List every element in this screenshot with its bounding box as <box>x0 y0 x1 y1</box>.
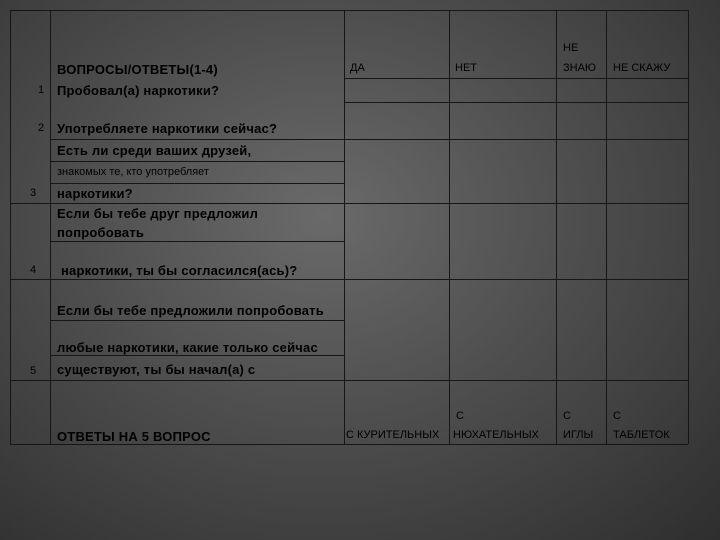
answers-5-label: ОТВЕТЫ НА 5 ВОПРОС <box>57 429 211 444</box>
question-column-divider <box>344 10 345 444</box>
row-5-number: 5 <box>30 365 37 377</box>
row-1-divider <box>344 102 688 103</box>
header-dont-know-line1: НЕ <box>563 42 579 54</box>
row-3-number: 3 <box>30 187 37 199</box>
answer-needles-line1: С <box>563 410 571 422</box>
header-wont-say: НЕ СКАЖУ <box>613 62 671 74</box>
row-4-question-line1: Если бы тебе друг предложил <box>57 206 259 221</box>
answer-pills-line2: ТАБЛЕТОК <box>613 429 670 441</box>
table-border-left <box>10 10 11 444</box>
yes-column-divider <box>449 10 450 444</box>
row-3-question-line1: Есть ли среди ваших друзей, <box>57 143 252 158</box>
answer-sniffing-line1: С <box>456 410 464 422</box>
row-5-question-line1: Если бы тебе предложили попробовать <box>57 303 324 318</box>
row-1-question: Пробовал(а) наркотики? <box>57 83 220 98</box>
answer-needles-line2: ИГЛЫ <box>563 429 594 441</box>
answer-pills-line1: С <box>613 410 621 422</box>
row-2-number: 2 <box>38 122 45 134</box>
row-4-divider <box>10 279 688 280</box>
row-5-divider <box>10 380 688 381</box>
header-no: НЕТ <box>455 62 477 74</box>
table-border-top <box>10 10 688 11</box>
row-4-number: 4 <box>30 264 37 276</box>
table-border-right <box>688 10 689 444</box>
row-3-divider <box>10 203 688 204</box>
table-border-bottom <box>10 444 688 445</box>
row-1-number: 1 <box>38 84 45 96</box>
row-5-subline-2 <box>50 355 344 356</box>
header-question-column: ВОПРОСЫ/ОТВЕТЫ(1-4) <box>57 62 218 77</box>
header-yes: ДА <box>350 62 365 74</box>
row-3-subline-2 <box>50 183 344 184</box>
row-5-subline-1 <box>50 320 344 321</box>
row-5-question-line2: любые наркотики, какие только сейчас <box>57 340 318 355</box>
row-3-question-line2: знакомых те, кто употребляет <box>57 166 209 178</box>
row-3-subline-1 <box>50 161 344 162</box>
number-column-divider <box>50 10 51 444</box>
row-2-question: Употребляете наркотики сейчас? <box>57 121 278 136</box>
row-4-subline <box>50 241 344 242</box>
header-divider <box>344 78 688 79</box>
row-4-question-line2: попробовать <box>57 225 145 240</box>
row-5-question-line3: существуют, ты бы начал(а) с <box>57 362 256 377</box>
answer-sniffing-line2: НЮХАТЕЛЬНЫХ <box>453 429 539 441</box>
answer-smoking: С КУРИТЕЛЬНЫХ <box>346 429 440 441</box>
row-3-question-line3: наркотики? <box>57 186 133 201</box>
row-2-divider <box>50 139 688 140</box>
dont-know-column-divider <box>606 10 607 444</box>
row-4-question-line3: наркотики, ты бы согласился(ась)? <box>61 263 298 278</box>
header-dont-know-line2: ЗНАЮ <box>563 62 597 74</box>
no-column-divider <box>556 10 557 444</box>
